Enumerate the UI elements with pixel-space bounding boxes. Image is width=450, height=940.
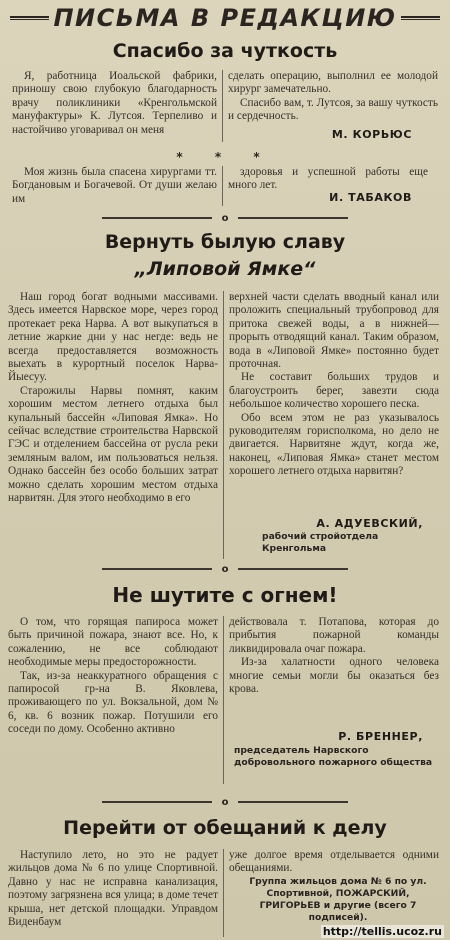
separator-line [102, 568, 212, 570]
letter5-paragraph: Наступило лето, но это не радует жильцов дома № 6 по улице Спортивной. Давно у нас не исправна канализация, поэтому загрязнена вся улица; в доме течет крыша, нет детской площадки. Управдом Виденбаум [8, 849, 218, 929]
letter1-paragraph: Спасибо вам, т. Лутсоя, за вашу чуткость и сердечность. [228, 96, 438, 123]
letter4-signature: Р. БРЕННЕР, [338, 730, 423, 743]
letter4-signature-subtitle: председатель Нарвского добровольного пожарного общества [234, 745, 433, 768]
separator-line [238, 217, 348, 219]
separator [0, 211, 450, 225]
separator-mark: о [221, 212, 229, 224]
letter5-col-right [229, 849, 439, 877]
stars-divider: * * * [176, 150, 274, 164]
letter3-headline-line2: „Липовой Ямке“ [134, 258, 316, 280]
section-header [6, 2, 444, 34]
letter2-signature: И. ТАБАКОВ [329, 191, 412, 204]
separator-line [238, 568, 348, 570]
letter4-paragraph: О том, что горящая папироса может быть причиной пожара, знают все. Но, к сожалению, не все соблюдают необходимые меры предосторожности. [8, 616, 218, 669]
letter3-paragraph: Обо всем этом не раз указывалось руководителям горисполкома, но дело не двигается. Нарвитяне ждут, когда же, наконец, «Липовая Ямка» станет местом хорошего летнего отдыха нарвитян? [229, 411, 439, 478]
letter1-signature: М. КОРЬЮС [331, 128, 412, 141]
column-divider [223, 616, 224, 784]
separator-line [102, 801, 212, 803]
letter4-paragraph: Так, из-за неаккуратного обращения с папиросой гр-на В. Яковлева, проживающего по ул. Вокзальной, дом № 6, кв. 6 возник пожар. Потушили его соседи по дому. Особенно активно [8, 669, 218, 736]
letter3-signature-subtitle: рабочий стройотдела Кренгольма [262, 531, 379, 554]
letter1-col-left [12, 70, 217, 152]
separator-line [238, 801, 348, 803]
letter3-paragraph: Не составит больших трудов и благоустроить берег, завезти сюда небольшое количество хорошего песка. [229, 371, 439, 411]
letter5-paragraph: уже долгое время отделывается одними обещаниями. [229, 849, 439, 875]
letter1-paragraph: сделать операцию, выполнил ее молодой хирург замечательно. [228, 70, 438, 96]
letter1-headline: Спасибо за чуткость [112, 40, 338, 62]
header-rule-right [401, 16, 440, 20]
column-divider [223, 291, 224, 559]
letter3-paragraph: Старожилы Нарвы помнят, каким хорошим местом летнего отдыха был купальный бассейн «Липовая Ямка». Но сейчас вследствие строительства Нарвской ГЭС и отделением бассейна от русла реки земляным валом, им пользоваться нельзя. Однако бассейн без особо больших затрат можно сделать хорошим местом отдыха нарвитян. Для этого необходимо в его [8, 384, 218, 505]
section-title: ПИСЬМА В РЕДАКЦИЮ [53, 4, 397, 32]
column-divider [222, 70, 223, 142]
letter3-signature: А. АДУЕВСКИЙ, [316, 517, 423, 530]
letter5-signature-subtitle: Группа жильцов дома № 6 по ул. Спортивной, ПОЖАРСКИЙ, ГРИГОРЬЕВ и другие (всего 7 подписей). [249, 876, 427, 923]
separator-line [102, 217, 212, 219]
letter3-headline-line1: Вернуть былую славу [104, 231, 346, 253]
watermark-url: http://tellis.ucoz.ru [322, 925, 442, 938]
letter2-paragraph: здоровья и успешной работы еще много лет. [228, 166, 428, 192]
separator-mark: о [221, 796, 229, 808]
letter1-paragraph: Я, работница Иоальской фабрики, приношу свою глубокую благодарность врачу поликлиники «Кренгольмской мануфактуры» К. Лутсоя. Терпеливо и настойчиво уговаривал он меня [12, 70, 217, 136]
letter5-col-left [8, 849, 218, 937]
letter2-col-left [12, 166, 217, 208]
letter3-col-right [229, 291, 439, 515]
letter1-col-right [228, 70, 438, 132]
letter4-col-left [8, 616, 218, 792]
column-divider [223, 849, 224, 937]
separator [0, 562, 450, 576]
separator [0, 795, 450, 809]
letter5-headline: Перейти от обещаний к делу [63, 817, 387, 839]
letter4-paragraph: Из-за халатности одного человека многие семьи могли бы оказаться без крова. [229, 656, 439, 696]
letter3-paragraph: Наш город богат водными массивами. Здесь имеется Нарвское море, через город протекает река Нарва. А вот выкупаться в летние жаркие дни у нас негде: ведь не всегда предоставляется возможность выехать в курортный поселок Нарва-Йыесуу. [8, 291, 218, 384]
header-rule-left [10, 16, 49, 20]
column-divider [222, 166, 223, 206]
letter4-headline: Не шутите с огнем! [112, 583, 338, 607]
letter4-col-right [229, 616, 439, 728]
letter2-paragraph: Моя жизнь была спасена хирургами тт. Богдановым и Богачевой. От души желаю им [12, 166, 217, 205]
letter3-col-left [8, 291, 218, 561]
separator-mark: о [221, 563, 229, 575]
letter3-paragraph: верхней части сделать вводный канал или проложить специальный трубопровод для притока свежей воды, а в нижней— прорыть отводящий канал. Таким образом, вода в «Липовой Ямке» постоянно будет проточная. [229, 291, 439, 371]
letter4-paragraph: действовала т. Потапова, которая до прибытия пожарной команды ликвидировала очаг пожара. [229, 616, 439, 655]
